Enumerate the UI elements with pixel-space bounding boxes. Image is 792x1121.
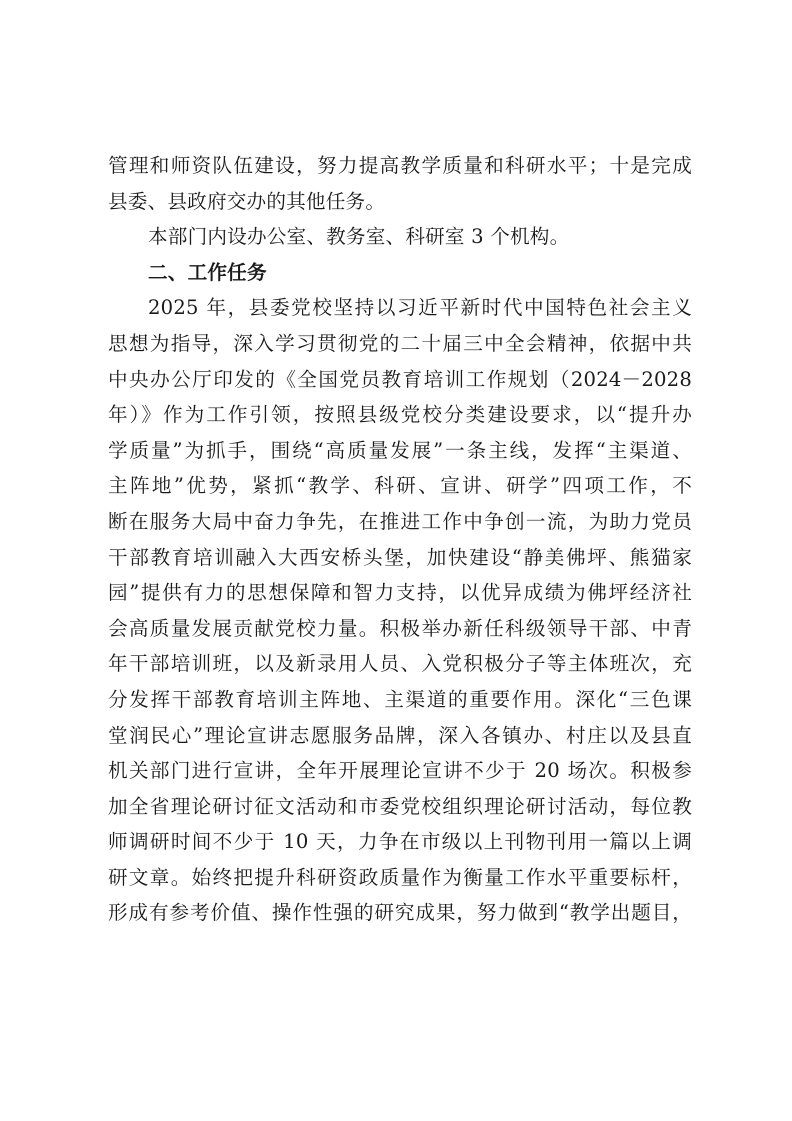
text-line: 2025 年，县委党校坚持以习近平新时代中国特色社会主义 [148,296,692,320]
text-line: 学质量”为抓手，围绕“高质量发展”一条主线，发挥“主渠道、 [108,438,692,462]
text-line: 师调研时间不少于 10 天，力争在市级以上刊物刊用一篇以上调 [108,830,692,854]
text-line: 思想为指导，深入学习贯彻党的二十届三中全会精神，依据中共 [108,331,692,355]
text-line: 堂润民心”理论宣讲志愿服务品牌，深入各镇办、村庄以及县直 [108,723,692,747]
text-line: 中央办公厅印发的《全国党员教育培训工作规划（2024－2028 [108,367,692,391]
text-line: 县委、县政府交办的其他任务。 [108,189,386,213]
text-line: 年干部培训班，以及新录用人员、入党积极分子等主体班次，充 [108,652,692,676]
document-body [108,148,692,931]
text-line: 断在服务大局中奋力争先，在推进工作中争创一流，为助力党员 [108,509,692,533]
text-line: 机关部门进行宣讲，全年开展理论宣讲不少于 20 场次。积极参 [108,759,692,783]
text-line: 会高质量发展贡献党校力量。积极举办新任科级领导干部、中青 [108,616,692,640]
text-line: 管理和师资队伍建设，努力提高教学质量和科研水平；十是完成 [108,154,692,177]
text-line: 年）》作为工作引领，按照县级党校分类建设要求，以“提升办 [108,403,692,427]
text-line: 干部教育培训融入大西安桥头堡，加快建设“静美佛坪、熊猫家 [108,545,692,569]
text-line: 加全省理论研讨征文活动和市委党校组织理论研讨活动，每位教 [108,794,692,818]
text-line: 形成有参考价值、操作性强的研究成果，努力做到“教学出题目， [108,901,692,925]
text-line: 研文章。始终把提升科研资政质量作为衡量工作水平重要标杆， [108,865,692,889]
section-heading: 二、工作任务 [148,260,267,284]
text-line: 主阵地”优势，紧抓“教学、科研、宣讲、研学”四项工作，不 [108,474,692,498]
text-line: 分发挥干部教育培训主阵地、主渠道的重要作用。深化“三色课 [108,687,692,711]
text-line: 园”提供有力的思想保障和智力支持，以优异成绩为佛坪经济社 [108,581,692,605]
paragraph-departments: 本部门内设办公室、教务室、科研室 3 个机构。 [148,225,570,249]
